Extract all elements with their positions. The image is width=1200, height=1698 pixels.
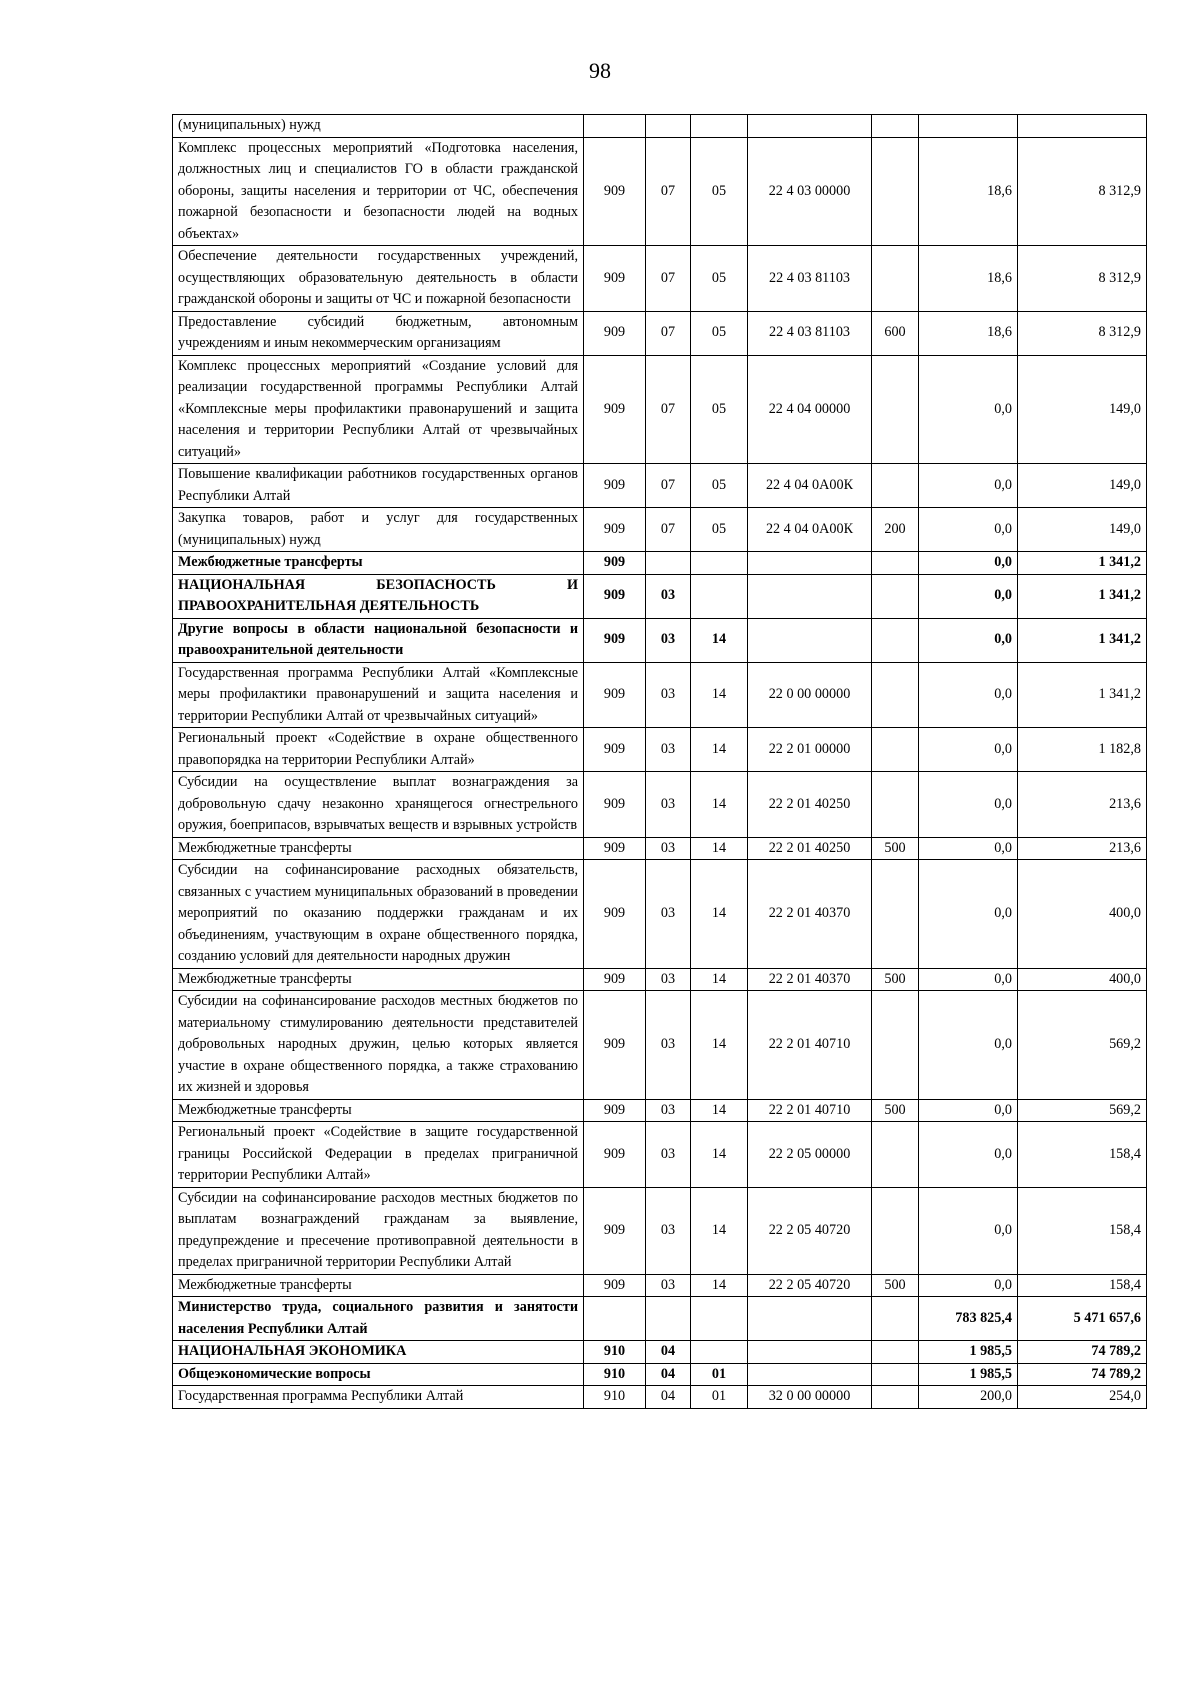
- row-description: Обеспечение деятельности государственных учреждений, осуществляющих образовательную деятельность в области гражданской обороны и защиты от ЧС и пожарной безопасности: [173, 246, 584, 312]
- row-admin-code: 909: [584, 837, 646, 860]
- row-amount-2: 213,6: [1018, 837, 1147, 860]
- row-subsection-code: 14: [691, 991, 748, 1100]
- table-row: [173, 662, 1147, 728]
- table-row: [173, 1187, 1147, 1274]
- row-section-code: 03: [646, 772, 691, 838]
- table-row: [173, 246, 1147, 312]
- row-amount-2: 254,0: [1018, 1386, 1147, 1409]
- table-row: [173, 728, 1147, 772]
- row-target-article: 22 4 03 00000: [748, 137, 872, 246]
- row-description: Предоставление субсидий бюджетным, автономным учреждениям и иным некоммерческим организациям: [173, 311, 584, 355]
- row-amount-2: 74 789,2: [1018, 1341, 1147, 1364]
- table-row: [173, 860, 1147, 969]
- row-admin-code: 909: [584, 728, 646, 772]
- row-section-code: 04: [646, 1363, 691, 1386]
- row-amount-1: 0,0: [919, 1187, 1018, 1274]
- row-target-article: [748, 574, 872, 618]
- row-expense-type: 600: [872, 311, 919, 355]
- row-subsection-code: 14: [691, 618, 748, 662]
- row-expense-type: [872, 464, 919, 508]
- row-subsection-code: 05: [691, 137, 748, 246]
- row-description: Субсидии на софинансирование расходных обязательств, связанных с участием муниципальных образований в проведении мероприятий по оказанию поддержки гражданам и их объединениям, участвующим в охране общественного порядка, созданию условий для деятельности народных дружин: [173, 860, 584, 969]
- table-row: [173, 837, 1147, 860]
- row-amount-1: 0,0: [919, 1099, 1018, 1122]
- table-row: [173, 311, 1147, 355]
- row-section-code: 03: [646, 574, 691, 618]
- row-target-article: 22 4 04 0А00К: [748, 508, 872, 552]
- row-amount-1: 18,6: [919, 311, 1018, 355]
- row-admin-code: 909: [584, 355, 646, 464]
- table-row: [173, 1341, 1147, 1364]
- row-admin-code: 909: [584, 508, 646, 552]
- row-amount-1: 0,0: [919, 837, 1018, 860]
- row-target-article: [748, 552, 872, 575]
- row-target-article: [748, 618, 872, 662]
- row-admin-code: 909: [584, 246, 646, 312]
- table-row: [173, 464, 1147, 508]
- row-amount-2: 8 312,9: [1018, 311, 1147, 355]
- row-admin-code: [584, 1297, 646, 1341]
- row-admin-code: 909: [584, 968, 646, 991]
- row-amount-1: 1 985,5: [919, 1363, 1018, 1386]
- row-subsection-code: 05: [691, 464, 748, 508]
- row-section-code: 07: [646, 508, 691, 552]
- row-target-article: [748, 115, 872, 138]
- table-row: [173, 991, 1147, 1100]
- row-section-code: 03: [646, 662, 691, 728]
- row-amount-2: 569,2: [1018, 1099, 1147, 1122]
- row-target-article: 22 2 05 40720: [748, 1187, 872, 1274]
- row-admin-code: 909: [584, 137, 646, 246]
- row-description: Межбюджетные трансферты: [173, 552, 584, 575]
- row-target-article: 22 4 03 81103: [748, 311, 872, 355]
- row-amount-1: 0,0: [919, 355, 1018, 464]
- row-subsection-code: [691, 552, 748, 575]
- row-admin-code: 909: [584, 574, 646, 618]
- row-admin-code: 909: [584, 552, 646, 575]
- row-section-code: 04: [646, 1341, 691, 1364]
- row-amount-2: 8 312,9: [1018, 246, 1147, 312]
- row-amount-1: 200,0: [919, 1386, 1018, 1409]
- table-row: [173, 1386, 1147, 1409]
- row-description: Региональный проект «Содействие в защите государственной границы Российской Федерации в пределах приграничной территории Республики Алтай»: [173, 1122, 584, 1188]
- row-target-article: 22 4 04 0А00К: [748, 464, 872, 508]
- row-section-code: 07: [646, 355, 691, 464]
- row-amount-1: 0,0: [919, 464, 1018, 508]
- table-row: [173, 115, 1147, 138]
- row-section-code: 03: [646, 618, 691, 662]
- row-description: Межбюджетные трансферты: [173, 1099, 584, 1122]
- row-amount-1: 0,0: [919, 552, 1018, 575]
- row-amount-2: 1 182,8: [1018, 728, 1147, 772]
- row-subsection-code: 05: [691, 246, 748, 312]
- row-admin-code: 909: [584, 1187, 646, 1274]
- row-amount-2: 158,4: [1018, 1122, 1147, 1188]
- row-amount-2: 213,6: [1018, 772, 1147, 838]
- row-amount-1: 0,0: [919, 991, 1018, 1100]
- row-target-article: 22 2 01 40710: [748, 991, 872, 1100]
- row-section-code: 04: [646, 1386, 691, 1409]
- row-description: НАЦИОНАЛЬНАЯ БЕЗОПАСНОСТЬ И ПРАВООХРАНИТЕЛЬНАЯ ДЕЯТЕЛЬНОСТЬ: [173, 574, 584, 618]
- row-amount-2: 149,0: [1018, 508, 1147, 552]
- row-section-code: 03: [646, 968, 691, 991]
- row-expense-type: [872, 1341, 919, 1364]
- row-subsection-code: 14: [691, 1187, 748, 1274]
- row-amount-1: 0,0: [919, 728, 1018, 772]
- row-expense-type: 500: [872, 1099, 919, 1122]
- row-subsection-code: [691, 1341, 748, 1364]
- row-amount-2: 400,0: [1018, 860, 1147, 969]
- row-section-code: 03: [646, 1187, 691, 1274]
- row-amount-1: 0,0: [919, 860, 1018, 969]
- table-row: [173, 1297, 1147, 1341]
- row-expense-type: [872, 355, 919, 464]
- row-description: Закупка товаров, работ и услуг для государственных (муниципальных) нужд: [173, 508, 584, 552]
- row-expense-type: [872, 1386, 919, 1409]
- row-amount-1: 0,0: [919, 1274, 1018, 1297]
- row-description: Региональный проект «Содействие в охране общественного правопорядка на территории Республики Алтай»: [173, 728, 584, 772]
- row-description: Государственная программа Республики Алтай «Комплексные меры профилактики правонарушений и защита населения и территории Республики Алтай от чрезвычайных ситуаций»: [173, 662, 584, 728]
- row-expense-type: [872, 246, 919, 312]
- table-row: [173, 137, 1147, 246]
- row-target-article: 22 0 00 00000: [748, 662, 872, 728]
- row-expense-type: 200: [872, 508, 919, 552]
- row-section-code: 03: [646, 1122, 691, 1188]
- row-description: Межбюджетные трансферты: [173, 837, 584, 860]
- row-description: Общеэкономические вопросы: [173, 1363, 584, 1386]
- row-description: Комплекс процессных мероприятий «Подготовка населения, должностных лиц и специалистов ГО в области гражданской обороны, защиты населения и территории от ЧС, обеспечения пожарной безопасности и безопасности людей на водных объектах»: [173, 137, 584, 246]
- row-subsection-code: 14: [691, 772, 748, 838]
- row-amount-1: 1 985,5: [919, 1341, 1018, 1364]
- row-amount-1: 0,0: [919, 1122, 1018, 1188]
- row-description: Другие вопросы в области национальной безопасности и правоохранительной деятельности: [173, 618, 584, 662]
- row-section-code: 07: [646, 246, 691, 312]
- row-section-code: 07: [646, 311, 691, 355]
- row-description: Министерство труда, социального развития и занятости населения Республики Алтай: [173, 1297, 584, 1341]
- row-amount-2: 1 341,2: [1018, 574, 1147, 618]
- row-expense-type: 500: [872, 968, 919, 991]
- row-section-code: 07: [646, 464, 691, 508]
- table-row: [173, 1274, 1147, 1297]
- row-target-article: 22 4 04 00000: [748, 355, 872, 464]
- row-expense-type: [872, 772, 919, 838]
- table-row: [173, 1122, 1147, 1188]
- row-section-code: 03: [646, 991, 691, 1100]
- row-amount-1: 0,0: [919, 508, 1018, 552]
- row-target-article: 22 2 05 40720: [748, 1274, 872, 1297]
- row-description: НАЦИОНАЛЬНАЯ ЭКОНОМИКА: [173, 1341, 584, 1364]
- row-target-article: 22 2 01 40710: [748, 1099, 872, 1122]
- row-section-code: 03: [646, 860, 691, 969]
- table-row: [173, 552, 1147, 575]
- row-amount-1: 18,6: [919, 137, 1018, 246]
- row-description: Субсидии на софинансирование расходов местных бюджетов по выплатам вознаграждений гражданам за выявление, предупреждение и пресечение противоправной деятельности в пределах приграничной территории Республики Алтай: [173, 1187, 584, 1274]
- row-subsection-code: 01: [691, 1363, 748, 1386]
- row-target-article: 22 2 05 00000: [748, 1122, 872, 1188]
- page-number: 98: [589, 58, 611, 83]
- table-row: [173, 355, 1147, 464]
- row-section-code: [646, 115, 691, 138]
- row-description: Субсидии на осуществление выплат вознаграждения за добровольную сдачу незаконно хранящегося огнестрельного оружия, боеприпасов, взрывчатых веществ и взрывных устройств: [173, 772, 584, 838]
- row-expense-type: [872, 137, 919, 246]
- row-amount-1: 783 825,4: [919, 1297, 1018, 1341]
- row-amount-2: 569,2: [1018, 991, 1147, 1100]
- row-subsection-code: [691, 115, 748, 138]
- table-row: [173, 574, 1147, 618]
- row-expense-type: [872, 728, 919, 772]
- row-amount-1: 0,0: [919, 968, 1018, 991]
- row-amount-2: 149,0: [1018, 464, 1147, 508]
- row-subsection-code: 14: [691, 1099, 748, 1122]
- row-admin-code: 909: [584, 1099, 646, 1122]
- row-target-article: [748, 1363, 872, 1386]
- row-expense-type: [872, 618, 919, 662]
- row-target-article: 22 2 01 40370: [748, 968, 872, 991]
- row-amount-1: 0,0: [919, 662, 1018, 728]
- table-row: [173, 968, 1147, 991]
- row-subsection-code: 14: [691, 837, 748, 860]
- table-row: [173, 1099, 1147, 1122]
- row-expense-type: [872, 1297, 919, 1341]
- row-subsection-code: 14: [691, 662, 748, 728]
- table-row: [173, 1363, 1147, 1386]
- row-admin-code: [584, 115, 646, 138]
- row-subsection-code: 05: [691, 508, 748, 552]
- row-description: (муниципальных) нужд: [173, 115, 584, 138]
- row-subsection-code: 14: [691, 968, 748, 991]
- table-row: [173, 772, 1147, 838]
- row-subsection-code: [691, 1297, 748, 1341]
- row-amount-1: 0,0: [919, 574, 1018, 618]
- row-section-code: [646, 552, 691, 575]
- row-admin-code: 909: [584, 618, 646, 662]
- table-row: [173, 618, 1147, 662]
- row-amount-2: 149,0: [1018, 355, 1147, 464]
- row-admin-code: 909: [584, 860, 646, 969]
- row-subsection-code: [691, 574, 748, 618]
- row-admin-code: 909: [584, 1274, 646, 1297]
- row-expense-type: [872, 115, 919, 138]
- row-section-code: [646, 1297, 691, 1341]
- row-amount-2: 1 341,2: [1018, 552, 1147, 575]
- row-amount-2: 5 471 657,6: [1018, 1297, 1147, 1341]
- row-amount-1: 0,0: [919, 618, 1018, 662]
- row-description: Повышение квалификации работников государственных органов Республики Алтай: [173, 464, 584, 508]
- row-description: Государственная программа Республики Алтай: [173, 1386, 584, 1409]
- row-amount-1: 18,6: [919, 246, 1018, 312]
- row-expense-type: [872, 860, 919, 969]
- row-amount-2: 400,0: [1018, 968, 1147, 991]
- row-admin-code: 910: [584, 1386, 646, 1409]
- row-description: Субсидии на софинансирование расходов местных бюджетов по материальному стимулированию деятельности представителей добровольных народных дружин, целью которых является участие в охране общественного порядка, а также страхованию их жизней и здоровья: [173, 991, 584, 1100]
- row-admin-code: 909: [584, 662, 646, 728]
- row-amount-2: 1 341,2: [1018, 662, 1147, 728]
- row-target-article: 22 2 01 40250: [748, 772, 872, 838]
- row-subsection-code: 01: [691, 1386, 748, 1409]
- row-description: Межбюджетные трансферты: [173, 1274, 584, 1297]
- row-target-article: 22 2 01 40370: [748, 860, 872, 969]
- row-amount-2: 74 789,2: [1018, 1363, 1147, 1386]
- row-amount-2: 8 312,9: [1018, 137, 1147, 246]
- row-amount-2: 158,4: [1018, 1274, 1147, 1297]
- row-admin-code: 909: [584, 311, 646, 355]
- row-admin-code: 909: [584, 464, 646, 508]
- row-target-article: 32 0 00 00000: [748, 1386, 872, 1409]
- row-expense-type: [872, 1187, 919, 1274]
- row-target-article: 22 4 03 81103: [748, 246, 872, 312]
- row-section-code: 03: [646, 837, 691, 860]
- row-subsection-code: 05: [691, 355, 748, 464]
- row-subsection-code: 14: [691, 728, 748, 772]
- row-target-article: 22 2 01 40250: [748, 837, 872, 860]
- row-amount-2: 1 341,2: [1018, 618, 1147, 662]
- row-target-article: [748, 1341, 872, 1364]
- row-description: Комплекс процессных мероприятий «Создание условий для реализации государственной программы Республики Алтай «Комплексные меры профилактики правонарушений и защита населения и территории Республики Алтай от чрезвычайных ситуаций»: [173, 355, 584, 464]
- row-subsection-code: 05: [691, 311, 748, 355]
- budget-table-body: [173, 115, 1147, 1409]
- row-amount-1: 0,0: [919, 772, 1018, 838]
- row-target-article: 22 2 01 00000: [748, 728, 872, 772]
- row-subsection-code: 14: [691, 860, 748, 969]
- row-target-article: [748, 1297, 872, 1341]
- row-amount-2: [1018, 115, 1147, 138]
- row-section-code: 03: [646, 1099, 691, 1122]
- row-admin-code: 909: [584, 991, 646, 1100]
- row-expense-type: [872, 991, 919, 1100]
- row-section-code: 03: [646, 728, 691, 772]
- row-expense-type: [872, 1122, 919, 1188]
- table-row: [173, 508, 1147, 552]
- budget-table: [172, 114, 1147, 1409]
- row-admin-code: 909: [584, 772, 646, 838]
- row-subsection-code: 14: [691, 1122, 748, 1188]
- row-expense-type: [872, 662, 919, 728]
- row-amount-1: [919, 115, 1018, 138]
- row-admin-code: 910: [584, 1363, 646, 1386]
- row-section-code: 03: [646, 1274, 691, 1297]
- row-admin-code: 909: [584, 1122, 646, 1188]
- row-admin-code: 910: [584, 1341, 646, 1364]
- row-expense-type: [872, 552, 919, 575]
- row-expense-type: 500: [872, 1274, 919, 1297]
- row-amount-2: 158,4: [1018, 1187, 1147, 1274]
- row-expense-type: [872, 1363, 919, 1386]
- row-section-code: 07: [646, 137, 691, 246]
- row-expense-type: [872, 574, 919, 618]
- row-expense-type: 500: [872, 837, 919, 860]
- row-description: Межбюджетные трансферты: [173, 968, 584, 991]
- row-subsection-code: 14: [691, 1274, 748, 1297]
